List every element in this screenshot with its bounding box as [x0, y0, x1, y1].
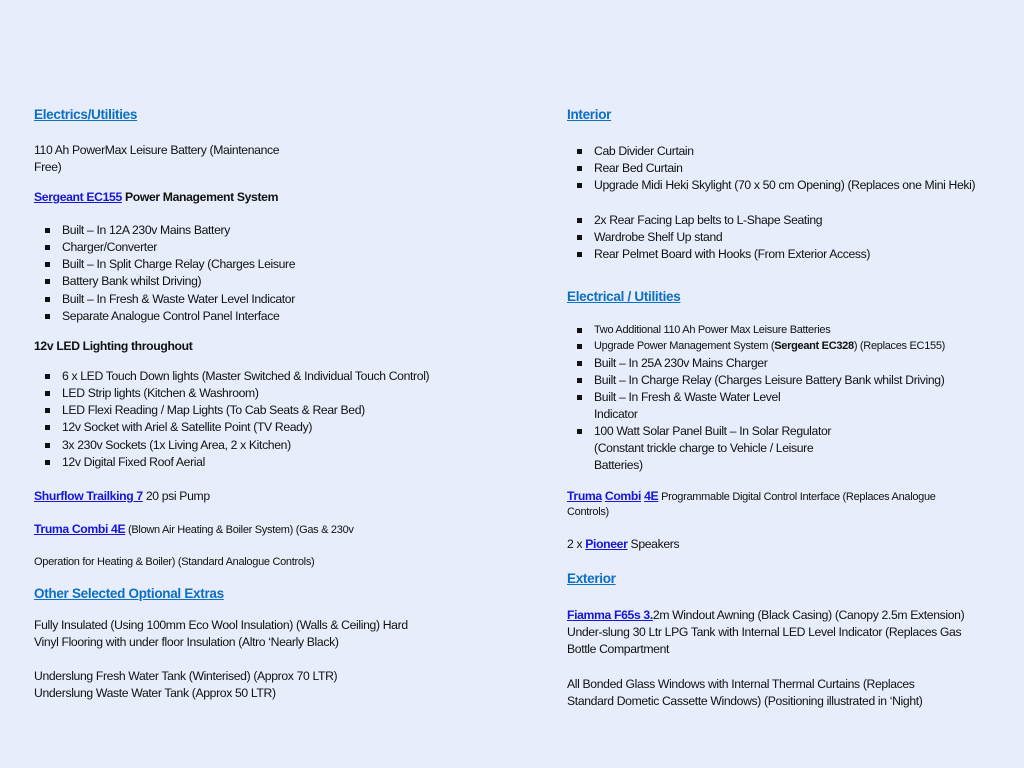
shurflow-line: [34, 488, 210, 504]
list-item: LED Flexi Reading / Map Lights (To Cab Seats & Rear Bed): [34, 402, 365, 418]
fiamma-text: 2m Windout Awning (Black Casing) (Canopy 2.5m Extension): [652, 608, 965, 622]
insulation-text: Fully Insulated (Using 100mm Eco Wool Insulation) (Walls & Ceiling) Hard: [34, 618, 408, 632]
extras-heading[interactable]: Other Selected Optional Extras: [34, 586, 224, 601]
fiamma-link[interactable]: Fiamma F65s 3.: [567, 608, 653, 622]
combi-link[interactable]: Combi: [604, 489, 642, 503]
list-item: Built – In Fresh & Waste Water Level: [566, 389, 780, 405]
list-item: Built – In Charge Relay (Charges Leisure Battery Bank whilst Driving): [566, 372, 944, 388]
battery-text-cont: Free): [34, 160, 62, 174]
lpg-text-cont: Bottle Compartment: [567, 642, 670, 656]
list-item: 12v Socket with Ariel & Satellite Point (TV Ready): [34, 419, 312, 435]
sergeant-ec155-link[interactable]: Sergeant EC155: [34, 190, 122, 204]
list-item: Built – In 12A 230v Mains Battery: [34, 222, 230, 238]
list-item: Charger/Converter: [34, 239, 157, 255]
list-item: Built – In Split Charge Relay (Charges Leisure: [34, 256, 295, 272]
truma-interface-line: [567, 488, 936, 505]
windows-text-cont: Standard Dometic Cassette Windows) (Positioning illustrated in ‘Night): [567, 694, 923, 708]
list-item-cont: Indicator: [594, 407, 638, 421]
lpg-text: Under-slung 30 Ltr LPG Tank with Internal LED Level Indicator (Replaces Gas: [567, 625, 962, 639]
fiamma-line: [567, 607, 964, 623]
list-item: Built – In 25A 230v Mains Charger: [566, 355, 767, 371]
shurflow-text: 20 psi Pump: [142, 489, 210, 503]
exterior-heading[interactable]: Exterior: [567, 571, 616, 586]
list-item: Rear Bed Curtain: [566, 160, 683, 176]
list-item: Cab Divider Curtain: [566, 143, 694, 159]
battery-text: 110 Ah PowerMax Leisure Battery (Maintenance: [34, 143, 280, 157]
insulation-text-cont: Vinyl Flooring with under floor Insulation (Altro ‘Nearly Black): [34, 635, 339, 649]
list-item: 3x 230v Sockets (1x Living Area, 2 x Kitchen): [34, 437, 291, 453]
shurflow-link[interactable]: Shurflow Trailking 7: [34, 489, 143, 503]
list-item: LED Strip lights (Kitchen & Washroom): [34, 385, 259, 401]
list-item-cont: (Constant trickle charge to Vehicle / Leisure: [594, 441, 814, 455]
list-item: 2x Rear Facing Lap belts to L-Shape Seating: [566, 212, 822, 228]
electrical-heading[interactable]: Electrical / Utilities: [567, 289, 681, 304]
sergeant-ec328: Sergeant EC328: [774, 340, 854, 352]
speakers-text: Speakers: [627, 537, 680, 551]
pioneer-link[interactable]: Pioneer: [585, 537, 628, 551]
list-item: Battery Bank whilst Driving): [34, 273, 201, 289]
truma-interface-cont: Controls): [567, 506, 609, 518]
4e-link[interactable]: 4E: [644, 489, 659, 503]
truma-line: [34, 521, 354, 538]
speakers-line: [567, 536, 679, 552]
speakers-pre: 2 x: [567, 537, 586, 551]
truma-interface-text: Programmable Digital Control Interface (Replaces Analogue: [658, 491, 936, 503]
list-item: Wardrobe Shelf Up stand: [566, 229, 722, 245]
sergeant-line: [34, 189, 278, 205]
list-item: Two Additional 110 Ah Power Max Leisure Batteries: [566, 322, 830, 338]
list-item: 6 x LED Touch Down lights (Master Switched & Individual Touch Control): [34, 368, 429, 384]
list-item: Separate Analogue Control Panel Interface: [34, 308, 279, 324]
led-heading: 12v LED Lighting throughout: [34, 339, 193, 353]
upgrade-text: Upgrade Power Management System (: [594, 340, 775, 352]
sergeant-text: Power Management System: [121, 190, 279, 204]
list-item: Upgrade Midi Heki Skylight (70 x 50 cm Opening) (Replaces one Mini Heki): [566, 177, 975, 193]
list-item: 12v Digital Fixed Roof Aerial: [34, 454, 205, 470]
windows-text: All Bonded Glass Windows with Internal Thermal Curtains (Replaces: [567, 677, 915, 691]
list-item: 100 Watt Solar Panel Built – In Solar Regulator: [566, 423, 831, 439]
electrics-heading[interactable]: Electrics/Utilities: [34, 107, 138, 122]
list-item: Rear Pelmet Board with Hooks (From Exterior Access): [566, 246, 870, 262]
truma-text: (Blown Air Heating & Boiler System) (Gas & 230v: [125, 524, 354, 536]
truma-text-cont: Operation for Heating & Boiler) (Standard Analogue Controls): [34, 556, 315, 568]
interior-heading[interactable]: Interior: [567, 107, 612, 122]
list-item: [566, 338, 945, 354]
waste-tank-text: Underslung Waste Water Tank (Approx 50 LTR): [34, 686, 276, 700]
list-item-cont: Batteries): [594, 458, 643, 472]
truma-link[interactable]: Truma: [567, 489, 602, 503]
fresh-tank-text: Underslung Fresh Water Tank (Winterised) (Approx 70 LTR): [34, 669, 338, 683]
truma-combi-link[interactable]: Truma Combi 4E: [34, 522, 126, 536]
list-item: Built – In Fresh & Waste Water Level Indicator: [34, 291, 295, 307]
upgrade-text-end: ) (Replaces EC155): [853, 340, 946, 352]
